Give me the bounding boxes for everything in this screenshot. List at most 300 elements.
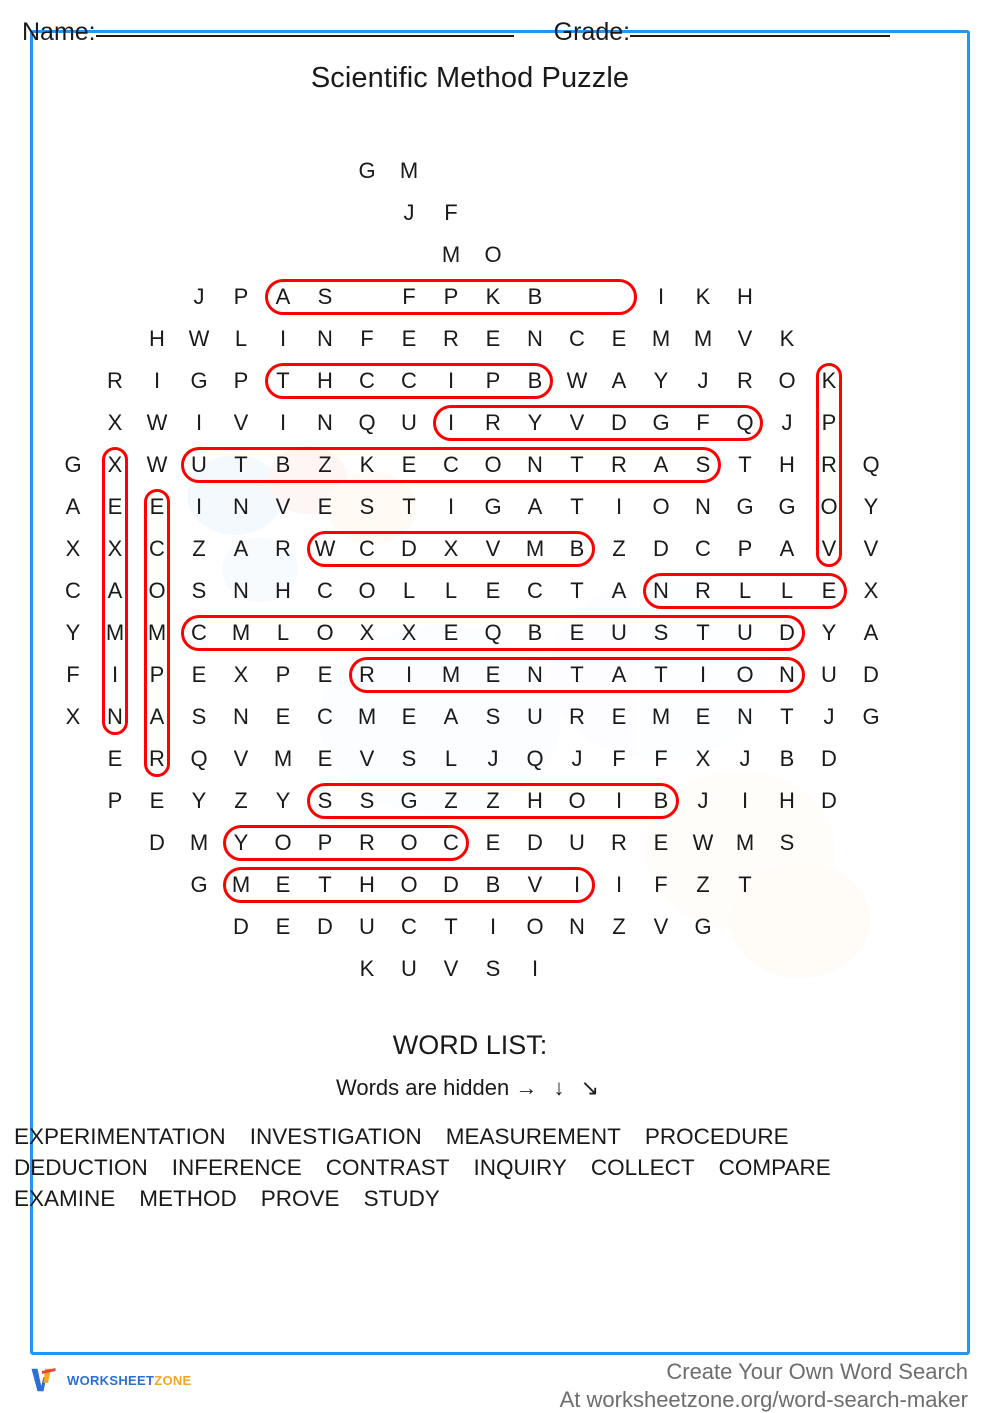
grid-cell[interactable]: O	[484, 242, 502, 267]
grid-cell[interactable]: M	[651, 326, 671, 351]
grid-cell[interactable]: E	[569, 620, 585, 645]
grid-cell[interactable]: N	[695, 494, 711, 519]
grid-cell[interactable]: O	[568, 788, 586, 813]
grid-cell[interactable]: I	[111, 662, 119, 687]
grid-cell[interactable]: M	[105, 620, 125, 645]
grid-cell[interactable]: S	[695, 452, 711, 477]
grid-cell[interactable]: J	[781, 410, 793, 435]
grid-cell[interactable]: K	[821, 368, 837, 393]
grid-cell[interactable]: H	[359, 872, 375, 897]
grid-cell[interactable]: R	[611, 830, 627, 855]
grid-cell[interactable]: O	[652, 494, 670, 519]
word-list-item[interactable]: MEASUREMENT	[445, 1124, 621, 1149]
grid-cell[interactable]: E	[695, 704, 711, 729]
grid-cell[interactable]: B	[527, 620, 543, 645]
grid-cell[interactable]: E	[611, 326, 627, 351]
grid-cell[interactable]: I	[279, 410, 287, 435]
grid-cell[interactable]: D	[401, 536, 417, 561]
grid-cell[interactable]: E	[485, 326, 501, 351]
grid-cell[interactable]: C	[359, 368, 375, 393]
grid-cell[interactable]: M	[189, 830, 209, 855]
grid-cell[interactable]: S	[485, 704, 501, 729]
grid-cell[interactable]: C	[65, 578, 81, 603]
grid-cell[interactable]: R	[695, 578, 711, 603]
grid-cell[interactable]: X	[695, 746, 711, 771]
grid-cell[interactable]: A	[527, 494, 543, 519]
word-list-item[interactable]: EXPERIMENTATION	[14, 1124, 226, 1149]
grid-cell[interactable]: S	[485, 956, 501, 981]
grid-cell[interactable]: W	[146, 452, 168, 477]
grid-cell[interactable]: I	[447, 368, 455, 393]
grid-cell[interactable]: P	[317, 830, 333, 855]
grid-cell[interactable]: G	[652, 410, 670, 435]
grid-cell[interactable]: F	[612, 746, 626, 771]
grid-cell[interactable]: S	[317, 284, 333, 309]
grid-cell[interactable]: Q	[736, 410, 754, 435]
grid-cell[interactable]: S	[359, 788, 375, 813]
grid-cell[interactable]: M	[231, 872, 251, 897]
grid-cell[interactable]: L	[276, 620, 290, 645]
grid-cell[interactable]: C	[443, 830, 459, 855]
grid-cell[interactable]: H	[149, 326, 165, 351]
grid-cell[interactable]: I	[405, 662, 413, 687]
grid-cell[interactable]: A	[611, 662, 627, 687]
word-list-item[interactable]: INVESTIGATION	[249, 1124, 422, 1149]
grid-cell[interactable]: E	[317, 746, 333, 771]
grid-cell[interactable]: J	[403, 200, 415, 225]
grid-cell[interactable]: J	[739, 746, 751, 771]
grid-cell[interactable]: S	[191, 578, 207, 603]
grid-cell[interactable]: R	[485, 410, 501, 435]
grid-cell[interactable]: K	[695, 284, 711, 309]
grid-cell[interactable]: H	[527, 788, 543, 813]
grid-cell[interactable]: X	[401, 620, 417, 645]
grid-cell[interactable]: V	[653, 914, 669, 939]
grid-cell[interactable]: M	[441, 242, 461, 267]
grid-cell[interactable]: A	[443, 704, 459, 729]
grid-cell[interactable]: Y	[821, 620, 837, 645]
grid-cell[interactable]: Q	[190, 746, 208, 771]
grid-cell[interactable]: F	[402, 284, 416, 309]
grid-cell[interactable]: S	[191, 704, 207, 729]
grid-cell[interactable]: Y	[233, 830, 249, 855]
grid-cell[interactable]: C	[401, 914, 417, 939]
grid-cell[interactable]: W	[314, 536, 336, 561]
grid-cell[interactable]: W	[692, 830, 714, 855]
grid-cell[interactable]: M	[693, 326, 713, 351]
grid-cell[interactable]: T	[570, 662, 584, 687]
grid-cell[interactable]: A	[863, 620, 879, 645]
grid-cell[interactable]: M	[441, 662, 461, 687]
grid-cell[interactable]: O	[274, 830, 292, 855]
grid-cell[interactable]: J	[697, 788, 709, 813]
grid-cell[interactable]: I	[195, 494, 203, 519]
grid-cell[interactable]: D	[233, 914, 249, 939]
grid-cell[interactable]: G	[736, 494, 754, 519]
grid-cell[interactable]: U	[821, 662, 837, 687]
grid-cell[interactable]: B	[569, 536, 585, 561]
grid-cell[interactable]: O	[778, 368, 796, 393]
grid-cell[interactable]: O	[736, 662, 754, 687]
grid-cell[interactable]: K	[779, 326, 795, 351]
grid-cell[interactable]: O	[820, 494, 838, 519]
grid-cell[interactable]: M	[399, 158, 419, 183]
grid-cell[interactable]: T	[444, 914, 458, 939]
grid-cell[interactable]: W	[566, 368, 588, 393]
grid-cell[interactable]: X	[443, 536, 459, 561]
grid-cell[interactable]: N	[779, 662, 795, 687]
grid-cell[interactable]: U	[401, 956, 417, 981]
grade-input-line[interactable]	[630, 35, 890, 37]
grid-cell[interactable]: F	[66, 662, 80, 687]
grid-cell[interactable]: I	[531, 956, 539, 981]
grid-cell[interactable]: B	[485, 872, 501, 897]
grid-cell[interactable]: J	[571, 746, 583, 771]
grid-cell[interactable]: R	[275, 536, 291, 561]
grid-cell[interactable]: G	[694, 914, 712, 939]
grid-cell[interactable]: M	[357, 704, 377, 729]
grid-cell[interactable]: V	[233, 746, 249, 771]
grid-cell[interactable]: Y	[863, 494, 879, 519]
grid-cell[interactable]: V	[821, 536, 837, 561]
grid-cell[interactable]: S	[317, 788, 333, 813]
grid-cell[interactable]: L	[780, 578, 794, 603]
grid-cell[interactable]: C	[443, 452, 459, 477]
grid-cell[interactable]: V	[359, 746, 375, 771]
grid-cell[interactable]: B	[527, 284, 543, 309]
grid-cell[interactable]: Q	[862, 452, 880, 477]
grid-cell[interactable]: S	[653, 620, 669, 645]
grid-cell[interactable]: K	[359, 956, 375, 981]
grid-cell[interactable]: Y	[653, 368, 669, 393]
grid-cell[interactable]: M	[231, 620, 251, 645]
grid-cell[interactable]: E	[485, 578, 501, 603]
grid-cell[interactable]: V	[569, 410, 585, 435]
grid-cell[interactable]: K	[485, 284, 501, 309]
grid-cell[interactable]: O	[484, 452, 502, 477]
grid-cell[interactable]: V	[737, 326, 753, 351]
grid-cell[interactable]: A	[653, 452, 669, 477]
grid-cell[interactable]: P	[233, 284, 249, 309]
grid-cell[interactable]: C	[359, 536, 375, 561]
grid-cell[interactable]: A	[65, 494, 81, 519]
grid-cell[interactable]: V	[443, 956, 459, 981]
grid-cell[interactable]: N	[653, 578, 669, 603]
word-list-item[interactable]: DEDUCTION	[14, 1155, 148, 1180]
grid-cell[interactable]: P	[149, 662, 165, 687]
grid-cell[interactable]: R	[821, 452, 837, 477]
grid-cell[interactable]: N	[233, 494, 249, 519]
grid-cell[interactable]: D	[821, 788, 837, 813]
grid-cell[interactable]: H	[275, 578, 291, 603]
grid-cell[interactable]: T	[780, 704, 794, 729]
grid-cell[interactable]: E	[821, 578, 837, 603]
grid-cell[interactable]: R	[359, 662, 375, 687]
grid-cell[interactable]: L	[738, 578, 752, 603]
grid-cell[interactable]: N	[527, 452, 543, 477]
grid-cell[interactable]: N	[233, 578, 249, 603]
grid-cell[interactable]: X	[359, 620, 375, 645]
grid-cell[interactable]: O	[148, 578, 166, 603]
grid-cell[interactable]: N	[233, 704, 249, 729]
grid-cell[interactable]: Y	[65, 620, 81, 645]
grid-cell[interactable]: U	[569, 830, 585, 855]
grid-cell[interactable]: Z	[318, 452, 332, 477]
grid-cell[interactable]: T	[696, 620, 710, 645]
grid-cell[interactable]: U	[737, 620, 753, 645]
grid-cell[interactable]: X	[233, 662, 249, 687]
grid-cell[interactable]: F	[696, 410, 710, 435]
grid-cell[interactable]: T	[570, 494, 584, 519]
grid-cell[interactable]: I	[615, 494, 623, 519]
grid-cell[interactable]: T	[738, 872, 752, 897]
grid-cell[interactable]: B	[653, 788, 669, 813]
grid-cell[interactable]: U	[401, 410, 417, 435]
grid-cell[interactable]: H	[779, 452, 795, 477]
grid-cell[interactable]: T	[570, 452, 584, 477]
grid-cell[interactable]: E	[401, 452, 417, 477]
grid-cell[interactable]: C	[191, 620, 207, 645]
grid-cell[interactable]: R	[359, 830, 375, 855]
grid-cell[interactable]: V	[527, 872, 543, 897]
grid-cell[interactable]: N	[107, 704, 123, 729]
grid-cell[interactable]: P	[737, 536, 753, 561]
grid-cell[interactable]: J	[487, 746, 499, 771]
word-list-item[interactable]: COLLECT	[590, 1155, 695, 1180]
word-list-item[interactable]: PROCEDURE	[644, 1124, 789, 1149]
grid-cell[interactable]: C	[527, 578, 543, 603]
grid-cell[interactable]: J	[697, 368, 709, 393]
grid-cell[interactable]: Q	[358, 410, 376, 435]
grid-cell[interactable]: Q	[526, 746, 544, 771]
grid-cell[interactable]: L	[234, 326, 248, 351]
grid-cell[interactable]: A	[149, 704, 165, 729]
grid-cell[interactable]: C	[401, 368, 417, 393]
grid-cell[interactable]: E	[191, 662, 207, 687]
grid-cell[interactable]: D	[779, 620, 795, 645]
grid-cell[interactable]: C	[149, 536, 165, 561]
grid-cell[interactable]: Z	[612, 536, 626, 561]
grid-cell[interactable]: F	[654, 746, 668, 771]
word-list-item[interactable]: METHOD	[139, 1186, 237, 1211]
grid-cell[interactable]: H	[317, 368, 333, 393]
word-list-item[interactable]: INFERENCE	[171, 1155, 302, 1180]
grid-cell[interactable]: D	[863, 662, 879, 687]
grid-cell[interactable]: M	[273, 746, 293, 771]
grid-cell[interactable]: M	[525, 536, 545, 561]
grid-cell[interactable]: I	[195, 410, 203, 435]
word-list-item[interactable]: COMPARE	[718, 1155, 831, 1180]
grid-cell[interactable]: I	[657, 284, 665, 309]
grid-cell[interactable]: S	[359, 494, 375, 519]
grid-cell[interactable]: R	[443, 326, 459, 351]
grid-cell[interactable]: A	[107, 578, 123, 603]
grid-cell[interactable]: G	[484, 494, 502, 519]
grid-cell[interactable]: B	[779, 746, 795, 771]
word-list-item[interactable]: EXAMINE	[14, 1186, 116, 1211]
grid-cell[interactable]: D	[653, 536, 669, 561]
grid-cell[interactable]: N	[737, 704, 753, 729]
grid-cell[interactable]: T	[234, 452, 248, 477]
grid-cell[interactable]: P	[821, 410, 837, 435]
grid-cell[interactable]: P	[107, 788, 123, 813]
grid-cell[interactable]: N	[317, 410, 333, 435]
grid-cell[interactable]: C	[569, 326, 585, 351]
grid-cell[interactable]: G	[862, 704, 880, 729]
grid-cell[interactable]: X	[107, 410, 123, 435]
grid-cell[interactable]: G	[778, 494, 796, 519]
grid-cell[interactable]: S	[779, 830, 795, 855]
word-list-item[interactable]: INQUIRY	[473, 1155, 567, 1180]
grid-cell[interactable]: I	[615, 872, 623, 897]
grid-cell[interactable]: X	[65, 704, 81, 729]
grid-cell[interactable]: L	[444, 578, 458, 603]
grid-cell[interactable]: G	[190, 872, 208, 897]
grid-cell[interactable]: I	[153, 368, 161, 393]
grid-cell[interactable]: E	[149, 494, 165, 519]
grid-cell[interactable]: R	[107, 368, 123, 393]
grid-cell[interactable]: I	[615, 788, 623, 813]
grid-cell[interactable]: D	[611, 410, 627, 435]
grid-cell[interactable]: D	[527, 830, 543, 855]
grid-cell[interactable]: Z	[192, 536, 206, 561]
grid-cell[interactable]: C	[317, 578, 333, 603]
grid-cell[interactable]: O	[316, 620, 334, 645]
word-list-item[interactable]: CONTRAST	[325, 1155, 450, 1180]
grid-cell[interactable]: R	[569, 704, 585, 729]
grid-cell[interactable]: I	[699, 662, 707, 687]
grid-cell[interactable]: B	[275, 452, 291, 477]
grid-cell[interactable]: P	[443, 284, 459, 309]
grid-cell[interactable]: X	[107, 536, 123, 561]
grid-cell[interactable]: P	[485, 368, 501, 393]
grid-cell[interactable]: E	[401, 326, 417, 351]
grid-cell[interactable]: E	[275, 704, 291, 729]
grid-cell[interactable]: A	[275, 284, 291, 309]
grid-cell[interactable]: A	[233, 536, 249, 561]
grid-cell[interactable]: W	[188, 326, 210, 351]
grid-cell[interactable]: O	[400, 830, 418, 855]
grid-cell[interactable]: T	[402, 494, 416, 519]
grid-cell[interactable]: N	[527, 326, 543, 351]
grid-cell[interactable]: C	[317, 704, 333, 729]
grid-cell[interactable]: V	[233, 410, 249, 435]
grid-cell[interactable]: E	[611, 704, 627, 729]
grid-cell[interactable]: D	[149, 830, 165, 855]
grid-cell[interactable]: E	[443, 620, 459, 645]
grid-cell[interactable]: J	[193, 284, 205, 309]
grid-cell[interactable]: N	[569, 914, 585, 939]
grid-cell[interactable]: I	[741, 788, 749, 813]
grid-cell[interactable]: E	[485, 662, 501, 687]
grid-cell[interactable]: H	[737, 284, 753, 309]
grid-cell[interactable]: L	[402, 578, 416, 603]
grid-cell[interactable]: X	[65, 536, 81, 561]
grid-cell[interactable]: Y	[527, 410, 543, 435]
grid-cell[interactable]: I	[489, 914, 497, 939]
grid-cell[interactable]: I	[573, 872, 581, 897]
grid-cell[interactable]: I	[447, 494, 455, 519]
grid-cell[interactable]: R	[149, 746, 165, 771]
grid-cell[interactable]: D	[317, 914, 333, 939]
grid-cell[interactable]: C	[695, 536, 711, 561]
name-input-line[interactable]	[96, 35, 514, 37]
grid-cell[interactable]: E	[107, 746, 123, 771]
grid-cell[interactable]: E	[401, 704, 417, 729]
grid-cell[interactable]: X	[863, 578, 879, 603]
grid-cell[interactable]: Q	[484, 620, 502, 645]
grid-cell[interactable]: M	[147, 620, 167, 645]
grid-cell[interactable]: W	[146, 410, 168, 435]
grid-cell[interactable]: M	[651, 704, 671, 729]
grid-cell[interactable]: E	[317, 662, 333, 687]
grid-cell[interactable]: T	[654, 662, 668, 687]
grid-cell[interactable]: A	[779, 536, 795, 561]
grid-cell[interactable]: P	[275, 662, 291, 687]
grid-cell[interactable]: E	[275, 872, 291, 897]
grid-cell[interactable]: T	[276, 368, 290, 393]
grid-cell[interactable]: G	[358, 158, 376, 183]
grid-cell[interactable]: O	[400, 872, 418, 897]
grid-cell[interactable]: F	[654, 872, 668, 897]
grid-cell[interactable]: U	[611, 620, 627, 645]
word-list-item[interactable]: STUDY	[363, 1186, 440, 1211]
grid-cell[interactable]: R	[611, 452, 627, 477]
grid-cell[interactable]: V	[485, 536, 501, 561]
grid-cell[interactable]: X	[107, 452, 123, 477]
grid-cell[interactable]: Y	[191, 788, 207, 813]
grid-cell[interactable]: E	[653, 830, 669, 855]
grid-cell[interactable]: D	[821, 746, 837, 771]
grid-cell[interactable]: B	[527, 368, 543, 393]
grid-cell[interactable]: E	[275, 914, 291, 939]
grid-cell[interactable]: U	[191, 452, 207, 477]
grid-cell[interactable]: V	[275, 494, 291, 519]
grid-cell[interactable]: I	[279, 326, 287, 351]
grid-cell[interactable]: G	[400, 788, 418, 813]
grid-cell[interactable]: U	[527, 704, 543, 729]
grid-cell[interactable]: E	[317, 494, 333, 519]
grid-cell[interactable]: T	[570, 578, 584, 603]
grid-cell[interactable]: Z	[444, 788, 458, 813]
grid-cell[interactable]: Z	[612, 914, 626, 939]
grid-cell[interactable]: K	[359, 452, 375, 477]
grid-cell[interactable]: I	[447, 410, 455, 435]
grid-cell[interactable]: E	[107, 494, 123, 519]
grid-cell[interactable]: D	[443, 872, 459, 897]
grid-cell[interactable]: Z	[234, 788, 248, 813]
grid-cell[interactable]: A	[611, 578, 627, 603]
grid-cell[interactable]: F	[360, 326, 374, 351]
grid-cell[interactable]: A	[611, 368, 627, 393]
grid-cell[interactable]: N	[527, 662, 543, 687]
grid-cell[interactable]: G	[190, 368, 208, 393]
grid-cell[interactable]: U	[359, 914, 375, 939]
grid-cell[interactable]: L	[444, 746, 458, 771]
grid-cell[interactable]: O	[358, 578, 376, 603]
grid-cell[interactable]: Z	[486, 788, 500, 813]
grid-cell[interactable]: H	[779, 788, 795, 813]
grid-cell[interactable]: M	[735, 830, 755, 855]
grid-cell[interactable]: G	[64, 452, 82, 477]
grid-cell[interactable]: R	[737, 368, 753, 393]
grid-cell[interactable]: J	[823, 704, 835, 729]
grid-cell[interactable]: P	[233, 368, 249, 393]
word-list-item[interactable]: PROVE	[260, 1186, 340, 1211]
grid-cell[interactable]: T	[738, 452, 752, 477]
grid-cell[interactable]: Y	[275, 788, 291, 813]
grid-cell[interactable]: E	[485, 830, 501, 855]
